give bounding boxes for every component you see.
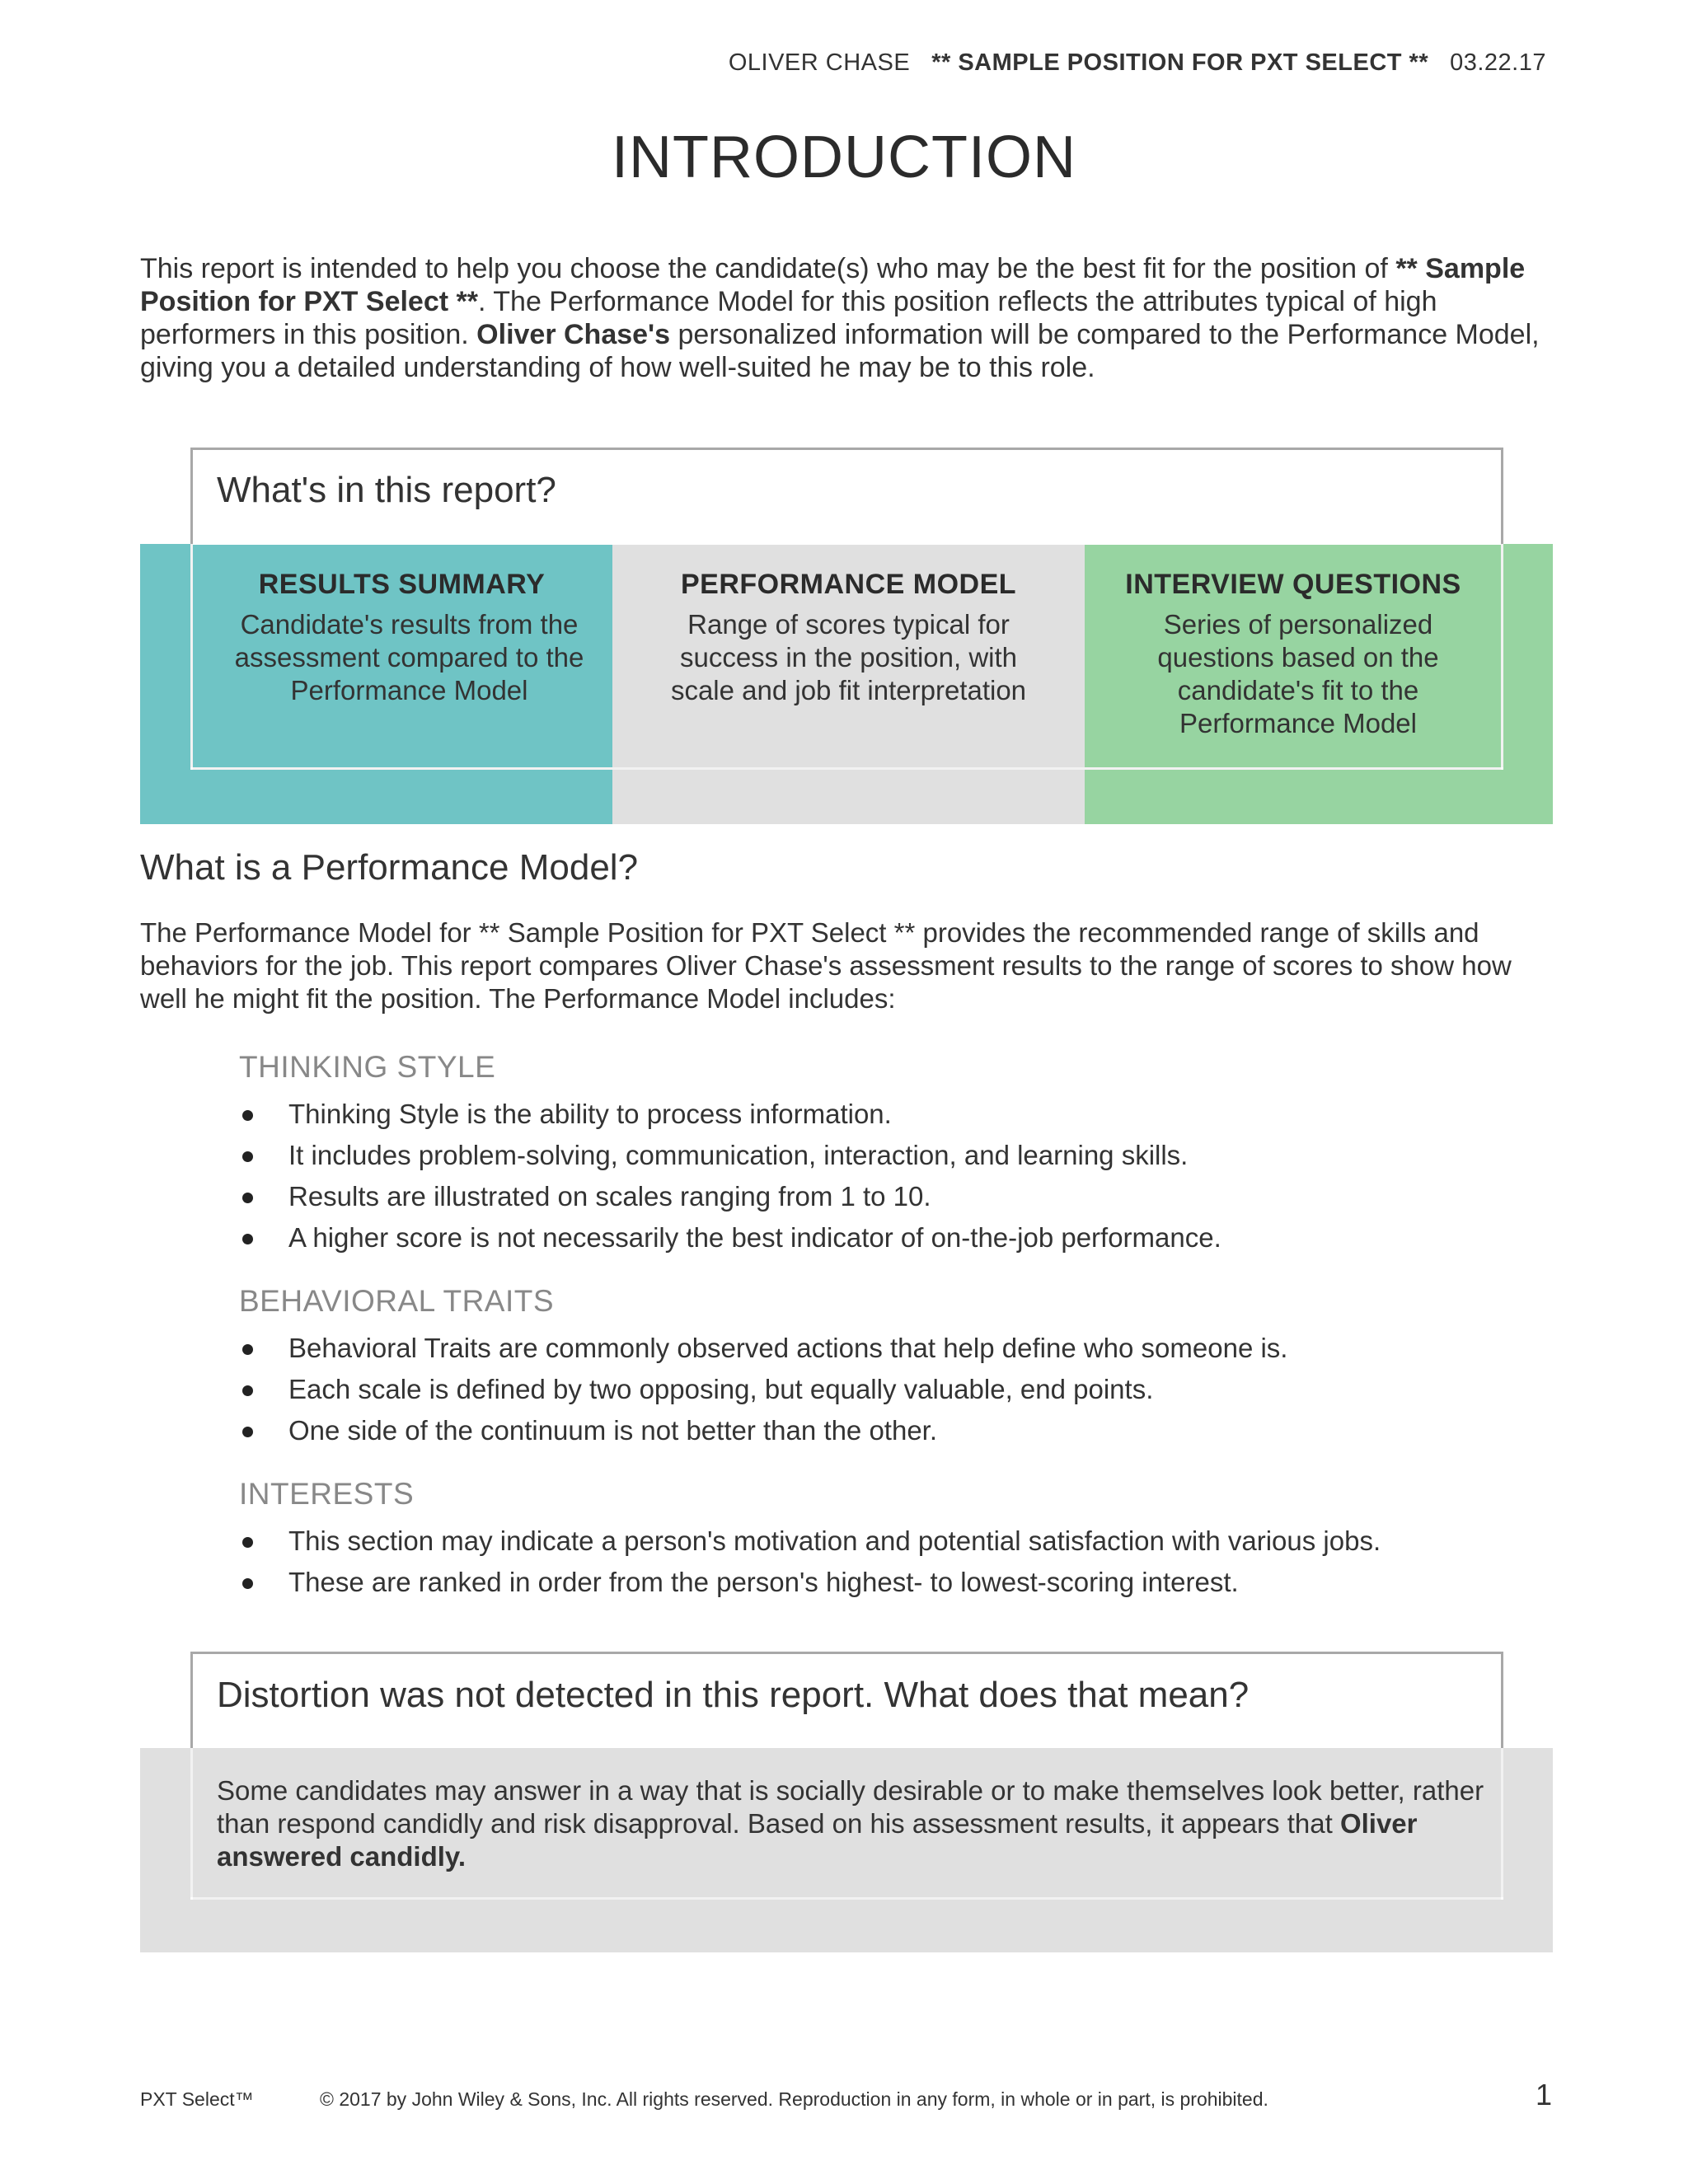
- intro-paragraph: [140, 252, 1551, 384]
- frame-line: [190, 767, 1503, 770]
- bullet-icon: [242, 1193, 253, 1203]
- distortion-text: Some candidates may answer in a way that is socially desirable or to make themselves look better, rather than respond candidly and risk disapproval. Based on his assessment results, it appears that: [217, 1775, 1484, 1839]
- distortion-conclusion: Oliver answered candidly.: [217, 1808, 1418, 1872]
- performance-model-desc: Range of scores typical for success in the position, with scale and job fit interpretation: [670, 609, 1027, 705]
- bullet-icon: [242, 1537, 253, 1548]
- interview-questions-desc: Series of personalized questions based on the candidate's fit to the Performance Model: [1157, 609, 1439, 738]
- bullet-text: Each scale is defined by two opposing, but equally valuable, end points.: [288, 1374, 1154, 1404]
- report-box-heading: What's in this report?: [217, 470, 556, 510]
- bullet-text: Behavioral Traits are commonly observed actions that help define who someone is.: [288, 1333, 1288, 1363]
- bullet-icon: [242, 1344, 253, 1355]
- intro-text-1: This report is intended to help you choose the candidate(s) who may be the best fit for the position of: [140, 253, 1396, 284]
- performance-model-intro: The Performance Model for ** Sample Position for PXT Select ** provides the recommended range of skills and behaviors for the job. This report compares Oliver Chase's assessment results to the range of scores to show how well he might fit the position. The Performance Model includes:: [140, 917, 1512, 1014]
- list-item: [239, 1521, 1558, 1562]
- footer-brand: PXT Select™: [140, 2088, 254, 2110]
- intro-candidate-name: Oliver Chase's: [476, 319, 671, 350]
- page-title: INTRODUCTION: [612, 124, 1076, 190]
- frame-line: [190, 1748, 193, 1900]
- bullet-icon: [242, 1234, 253, 1244]
- bullet-icon: [242, 1578, 253, 1589]
- report-date: 03.22.17: [1450, 49, 1546, 76]
- list-item: [239, 1094, 1558, 1135]
- distortion-heading: Distortion was not detected in this report. What does that mean?: [217, 1675, 1250, 1715]
- thinking-style-list: [239, 1094, 1558, 1258]
- bullet-text: Results are illustrated on scales ranging from 1 to 10.: [288, 1181, 931, 1212]
- performance-model-title: PERFORMANCE MODEL: [680, 569, 1017, 600]
- list-item: [239, 1176, 1558, 1217]
- intro-position: ** Sample Position for PXT Select **: [140, 253, 1526, 317]
- list-item: [239, 1410, 1558, 1451]
- intro-text-2: . The Performance Model for this position reflects the attributes typical of high performers in this position.: [140, 286, 1437, 350]
- behavioral-traits-list: [239, 1328, 1558, 1451]
- frame-line: [190, 544, 193, 770]
- bullet-icon: [242, 1110, 253, 1121]
- list-item: [239, 1369, 1558, 1410]
- bullet-text: It includes problem-solving, communication, interaction, and learning skills.: [288, 1140, 1189, 1170]
- bullet-text: These are ranked in order from the person's highest- to lowest-scoring interest.: [288, 1567, 1239, 1597]
- bullet-text: This section may indicate a person's motivation and potential satisfaction with various jobs.: [288, 1526, 1381, 1556]
- distortion-body: [217, 1774, 1486, 1873]
- page-number: 1: [1535, 2078, 1552, 2111]
- results-summary-desc: Candidate's results from the assessment compared to the Performance Model: [234, 609, 584, 705]
- bullet-icon: [242, 1385, 253, 1396]
- section-title-behavioral-traits: BEHAVIORAL TRAITS: [239, 1284, 555, 1318]
- intro-text-3: personalized information will be compared to the Performance Model, giving you a detailed understanding of how well-suited he may be to this role.: [140, 319, 1540, 383]
- results-summary-title: RESULTS SUMMARY: [258, 569, 546, 600]
- interests-list: [239, 1521, 1558, 1603]
- section-title-interests: INTERESTS: [239, 1477, 415, 1511]
- report-header: [729, 49, 1546, 77]
- bullet-text: Thinking Style is the ability to process information.: [288, 1099, 892, 1129]
- candidate-name: OLIVER CHASE: [728, 49, 911, 76]
- bullet-icon: [242, 1427, 253, 1437]
- list-item: [239, 1562, 1558, 1603]
- frame-line: [190, 1897, 1503, 1900]
- section-title-thinking-style: THINKING STYLE: [239, 1050, 496, 1084]
- bullet-icon: [242, 1151, 253, 1162]
- interview-questions-title: INTERVIEW QUESTIONS: [1125, 569, 1461, 600]
- list-item: [239, 1135, 1558, 1176]
- bullet-text: A higher score is not necessarily the best indicator of on-the-job performance.: [288, 1222, 1221, 1253]
- frame-line: [1501, 1748, 1503, 1900]
- list-item: [239, 1328, 1558, 1369]
- position-name: ** SAMPLE POSITION FOR PXT SELECT **: [931, 49, 1429, 76]
- frame-line: [1501, 544, 1503, 770]
- performance-model-heading: What is a Performance Model?: [140, 847, 639, 888]
- bullet-text: One side of the continuum is not better than the other.: [288, 1415, 938, 1446]
- list-item: [239, 1217, 1558, 1258]
- footer-copyright: © 2017 by John Wiley & Sons, Inc. All rights reserved. Reproduction in any form, in whole or in part, is prohibited.: [320, 2088, 1268, 2110]
